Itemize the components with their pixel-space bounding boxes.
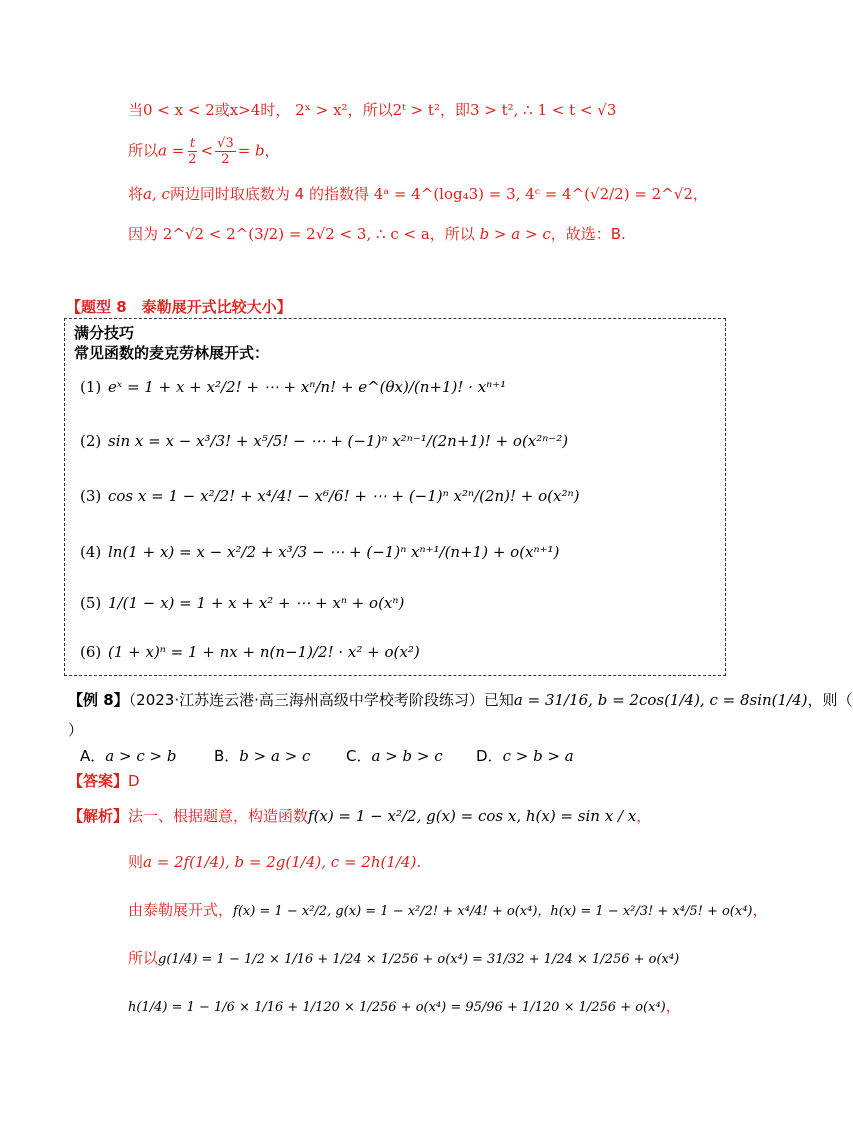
- analysis-line-3-formula: f(x) = 1 − x²/2, g(x) = 1 − x²/2! + x⁴/4! + o(x⁴)，h(x) = 1 − x²/3! + x⁴/5! + o(x⁴): [233, 904, 753, 919]
- option-c[interactable]: [346, 745, 443, 766]
- fraction-t-over-2: [186, 136, 198, 167]
- answer-tag: 【答案】: [68, 772, 129, 790]
- option-letter: C．: [346, 747, 372, 765]
- analysis-line-5-formula: h(1/4) = 1 − 1/6 × 1/16 + 1/120 × 1/256 + o(x⁴) = 95/96 + 1/120 × 1/256 + o(x⁴): [128, 1000, 666, 1015]
- analysis-tag: 【解析】: [68, 807, 129, 825]
- formula-5: [80, 594, 404, 612]
- formula-expression: ln(1 + x) = x − x²/2 + x³/3 − ⋯ + (−1)ⁿ xⁿ⁺¹/(n+1) + o(xⁿ⁺¹): [108, 543, 560, 561]
- formula-label: (2): [80, 432, 102, 450]
- analysis-line-4-formula: g(1/4) = 1 − 1/2 × 1/16 + 1/24 × 1/256 + o(x⁴) = 31/32 + 1/24 × 1/256 + o(x⁴): [158, 952, 680, 967]
- analysis-line-5-suffix: ，: [665, 997, 681, 1015]
- analysis-line-1-formula: f(x) = 1 − x²/2, g(x) = cos x, h(x) = sin x / x: [308, 807, 637, 825]
- solution-line-1-text: 当0 < x < 2或x>4时， 2ˣ > x²，所以2ᵗ > t²，即3 > t², ∴ 1 < t < √3: [128, 101, 617, 119]
- analysis-line-2-prefix: 则: [128, 853, 144, 871]
- formula-expression: 1/(1 − x) = 1 + x + x² + ⋯ + xⁿ + o(xⁿ): [108, 594, 405, 612]
- formula-3: [80, 487, 579, 505]
- solution-line-3: [128, 184, 708, 204]
- solution-line-2: [128, 136, 280, 167]
- answer-line: [68, 771, 140, 791]
- analysis-line-4: [128, 948, 679, 970]
- solution-line-4-mid: ，所以: [429, 225, 475, 243]
- formula-label: (4): [80, 543, 102, 561]
- analysis-line-5: [128, 996, 681, 1018]
- solution-line-1: [128, 100, 616, 120]
- solution-line-3-suffix: ，: [692, 185, 708, 203]
- formula-1: [80, 378, 506, 396]
- example-source: （2023·江苏连云港·高三海州高级中学校考阶段练习）已知: [128, 691, 514, 709]
- fraction-numerator: t: [189, 136, 196, 151]
- example-ask: ，则（: [807, 691, 853, 709]
- option-b[interactable]: [214, 745, 310, 766]
- answer-value: D: [128, 772, 140, 790]
- option-a[interactable]: [80, 745, 176, 766]
- option-expression: a > c > b: [105, 747, 177, 765]
- formula-2: [80, 432, 568, 450]
- option-letter: A．: [80, 747, 106, 765]
- analysis-line-1-text: 法一、根据题意，构造函数: [128, 807, 309, 825]
- tip-box-heading: 满分技巧: [74, 324, 135, 342]
- solution-line-4-suffix: ，故选：B.: [550, 225, 626, 243]
- option-expression: a > b > c: [371, 747, 443, 765]
- analysis-line-3-text: 由泰勒展开式，: [128, 901, 234, 919]
- option-letter: D．: [476, 747, 503, 765]
- analysis-line-1: [68, 806, 651, 826]
- fraction-sqrt3-over-2: [215, 136, 236, 167]
- solution-line-3-ac: a, c: [143, 185, 170, 203]
- option-expression: c > b > a: [502, 747, 574, 765]
- option-expression: b > a > c: [239, 747, 311, 765]
- analysis-line-4-prefix: 所以: [128, 949, 159, 967]
- formula-6: [80, 643, 420, 661]
- section-title: 【题型 8 泰勒展开式比较大小】: [66, 298, 292, 316]
- fraction-denominator: 2: [221, 152, 230, 167]
- analysis-line-3-suffix: ，: [752, 901, 768, 919]
- formula-4: [80, 543, 559, 561]
- solution-line-4-formula2: b > a > c: [479, 225, 551, 243]
- solution-line-4: [128, 224, 626, 244]
- solution-line-2-prefix: 所以: [128, 141, 159, 160]
- solution-line-4-formula: 2^√2 < 2^(3/2) = 2√2 < 3, ∴ c < a: [162, 225, 430, 243]
- formula-expression: (1 + x)ⁿ = 1 + nx + n(n−1)/2! · x² + o(x²): [108, 643, 420, 661]
- solution-line-2-a: a =: [158, 141, 185, 160]
- option-letter: B．: [214, 747, 240, 765]
- solution-line-4-pre: 因为: [128, 225, 159, 243]
- analysis-line-2-formula: a = 2f(1/4), b = 2g(1/4), c = 2h(1/4).: [143, 853, 422, 871]
- less-than: <: [200, 141, 214, 160]
- fraction-denominator: 2: [188, 152, 197, 167]
- example-close-paren: ）: [68, 721, 84, 739]
- solution-line-2-suffix: ，: [264, 141, 280, 160]
- tip-box-subheading: 常见函数的麦克劳林展开式：: [74, 344, 270, 362]
- formula-label: (1): [80, 378, 102, 396]
- solution-line-3-mid: 两边同时取底数为 4 的指数得: [169, 185, 369, 203]
- formula-label: (5): [80, 594, 102, 612]
- example-given: a = 31/16, b = 2cos(1/4), c = 8sin(1/4): [513, 691, 808, 709]
- analysis-line-2: [128, 852, 421, 872]
- formula-label: (3): [80, 487, 102, 505]
- solution-line-2-b: = b: [237, 141, 265, 160]
- solution-line-3-pre: 将: [128, 185, 144, 203]
- option-d[interactable]: [476, 745, 574, 766]
- analysis-line-3: [128, 900, 768, 922]
- formula-expression: eˣ = 1 + x + x²/2! + ⋯ + xⁿ/n! + e^(θx)/(n+1)! · xⁿ⁺¹: [108, 378, 507, 396]
- fraction-numerator: √3: [217, 136, 234, 151]
- formula-expression: sin x = x − x³/3! + x⁵/5! − ⋯ + (−1)ⁿ x²ⁿ⁻¹/(2n+1)! + o(x²ⁿ⁻²): [108, 432, 569, 450]
- example-header: [68, 690, 853, 710]
- formula-label: (6): [80, 643, 102, 661]
- solution-line-3-formula: 4ᵃ = 4^(log₄3) = 3, 4ᶜ = 4^(√2/2) = 2^√2: [373, 185, 693, 203]
- formula-expression: cos x = 1 − x²/2! + x⁴/4! − x⁶/6! + ⋯ + (−1)ⁿ x²ⁿ/(2n)! + o(x²ⁿ): [108, 487, 580, 505]
- analysis-line-1-suffix: ，: [636, 807, 652, 825]
- example-tag: 【例 8】: [68, 691, 129, 709]
